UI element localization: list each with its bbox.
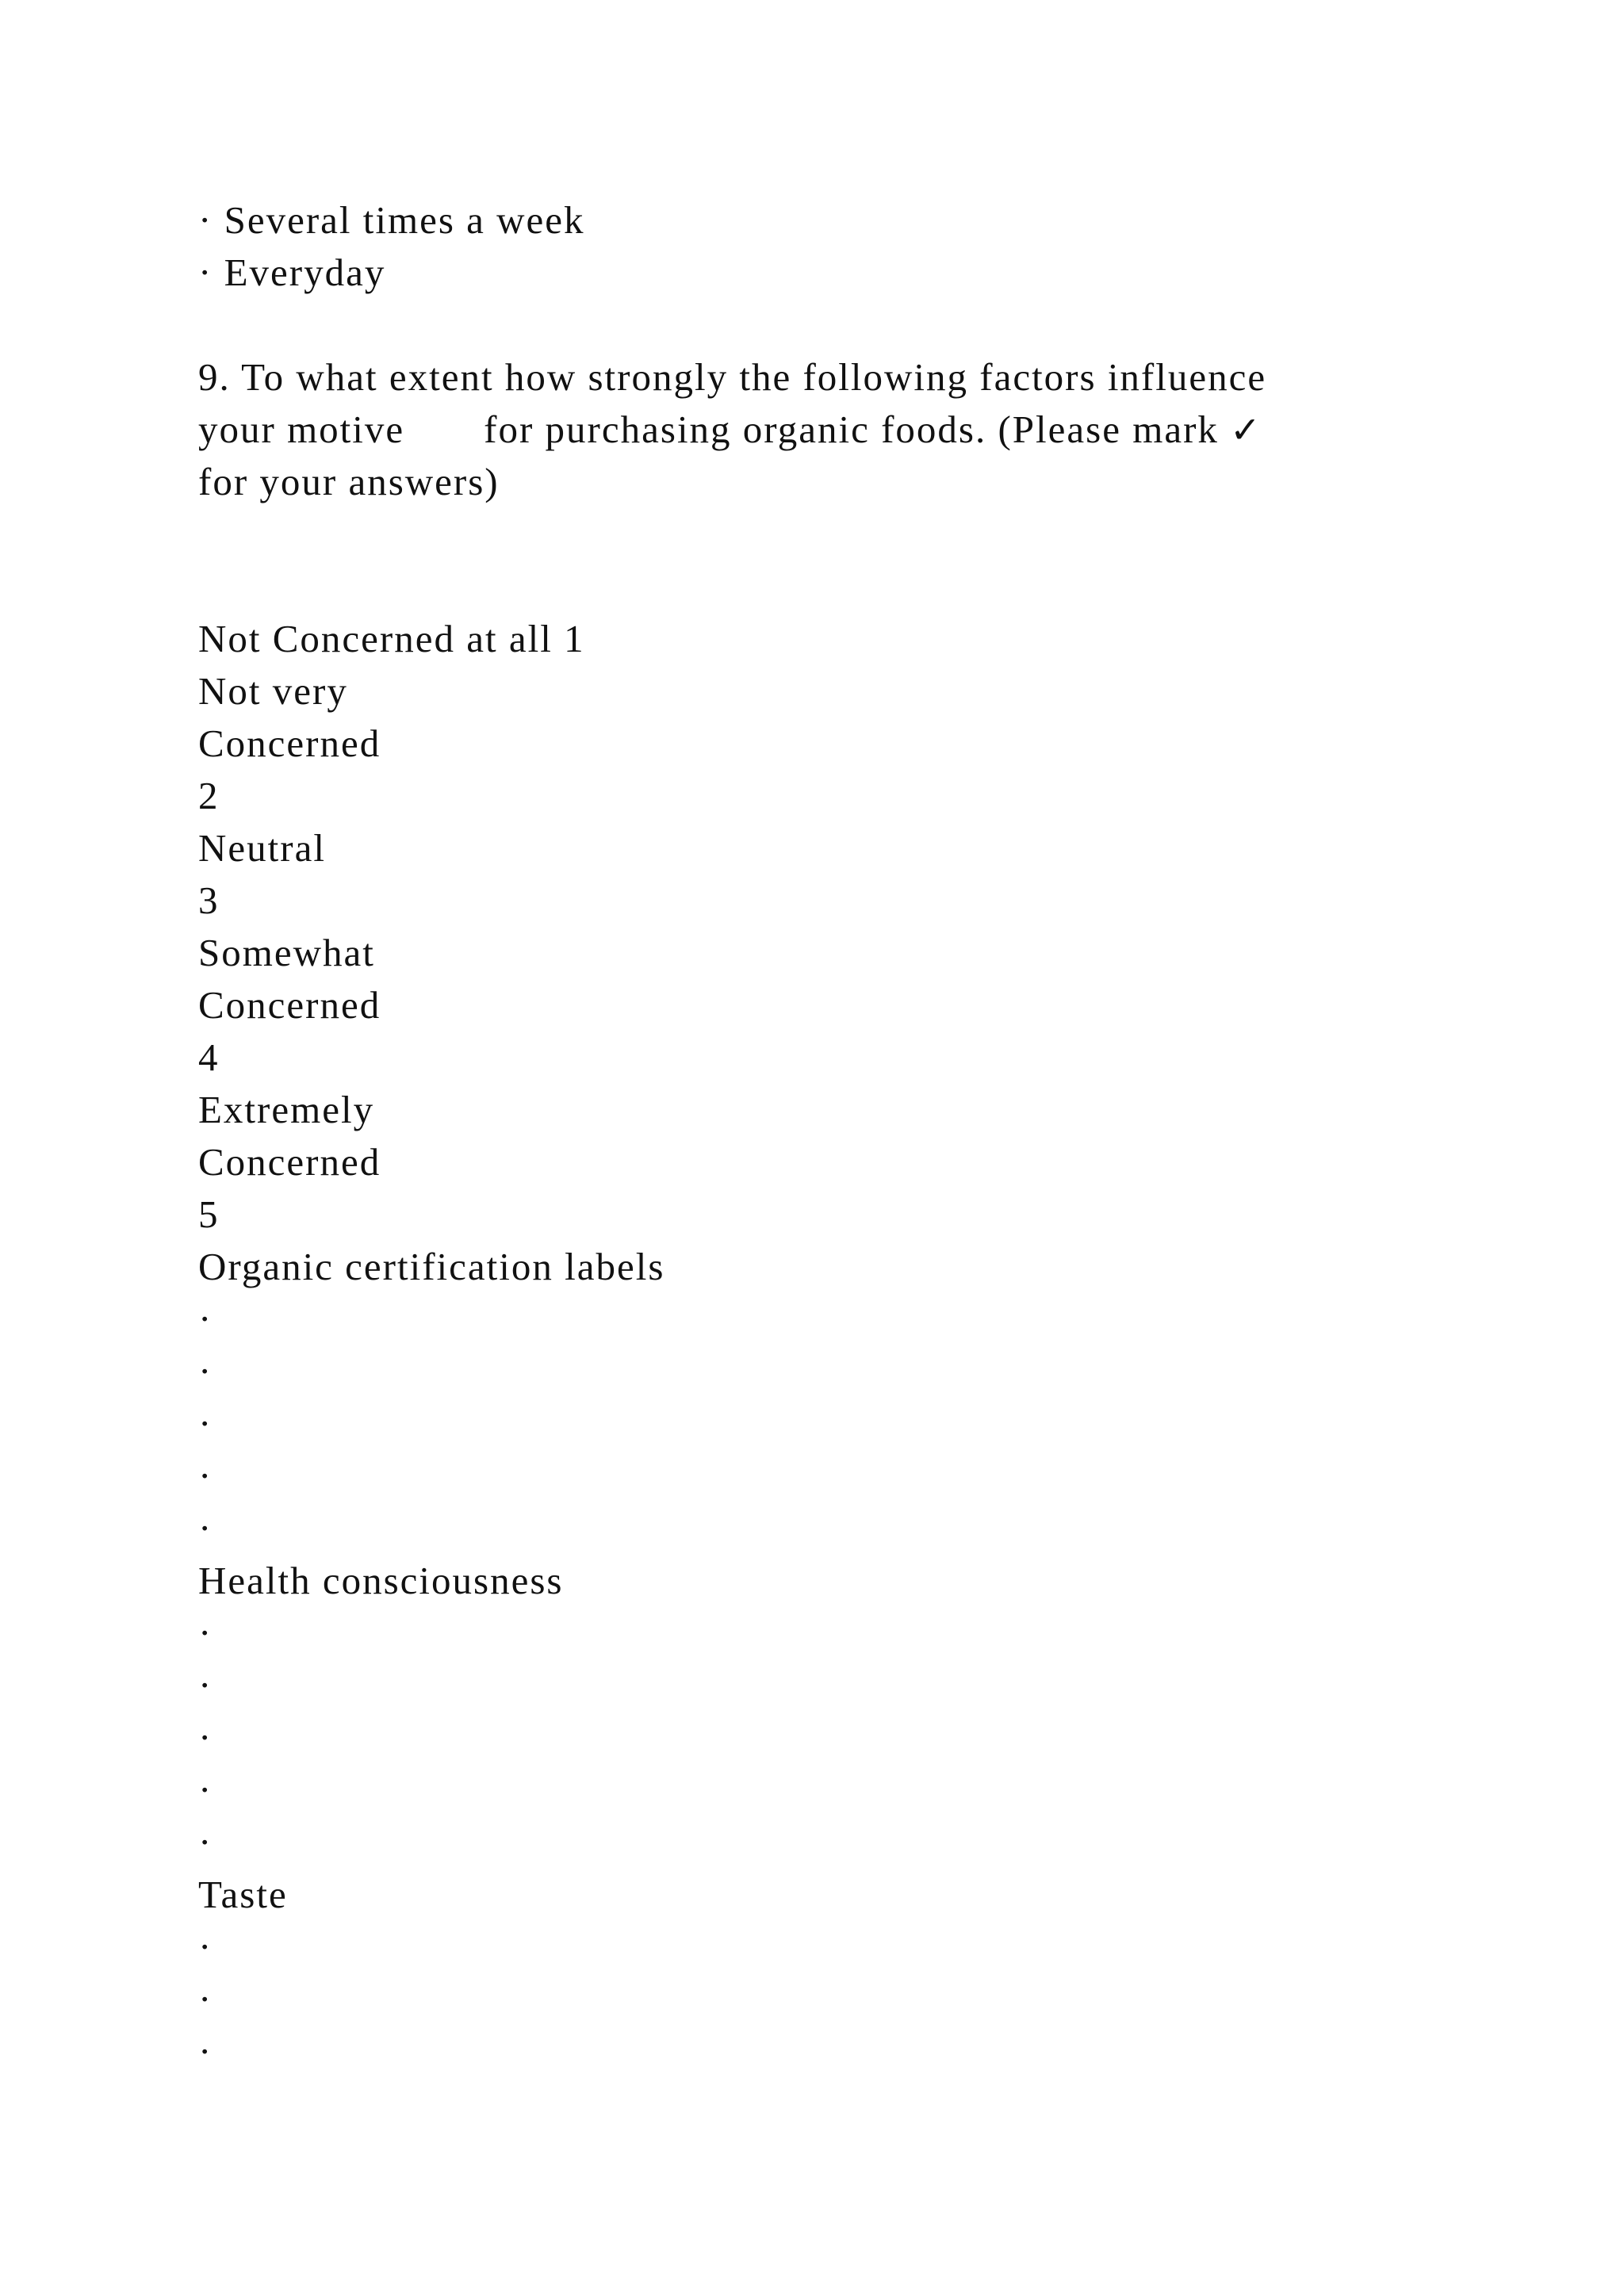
factor-name: Organic certification labels xyxy=(198,1245,665,1288)
factor-health-consciousness xyxy=(198,1555,1435,1869)
rating-mark[interactable]: · xyxy=(198,1402,213,1445)
scale-label: Not very xyxy=(198,669,348,713)
scale-label: Not Concerned at all 1 xyxy=(198,617,585,660)
scale-label: Somewhat xyxy=(198,931,375,974)
scale-label: Concerned xyxy=(198,1140,381,1184)
rating-scale-header xyxy=(198,613,1435,1241)
frequency-options xyxy=(198,194,1435,299)
rating-mark[interactable]: · xyxy=(198,1663,213,1707)
scale-value: 5 xyxy=(198,1192,220,1236)
factor-taste xyxy=(198,1869,1435,2078)
rating-mark[interactable]: · xyxy=(198,1611,213,1655)
question-text: for purchasing organic foods. (Please mark xyxy=(484,408,1219,451)
spacer xyxy=(198,299,1435,351)
spacer xyxy=(198,508,1435,613)
rating-mark[interactable]: · xyxy=(198,1716,213,1759)
scale-label: Neutral xyxy=(198,826,326,870)
rating-mark[interactable]: · xyxy=(198,1977,213,2021)
factor-name: Health consciousness xyxy=(198,1559,564,1602)
scale-value: 3 xyxy=(198,878,220,922)
rating-mark[interactable]: · xyxy=(198,1454,213,1498)
factor-name: Taste xyxy=(198,1873,288,1916)
question-line: 9. To what extent how strongly the following factors influence xyxy=(198,355,1267,399)
question-line: for your answers) xyxy=(198,460,500,503)
frequency-option: · Everyday xyxy=(198,251,386,294)
question-text: your motive xyxy=(198,408,405,451)
document-page xyxy=(198,194,1435,2078)
factor-organic-certification xyxy=(198,1241,1435,1555)
question-9 xyxy=(198,351,1435,508)
rating-mark[interactable]: · xyxy=(198,1768,213,1812)
scale-label: Concerned xyxy=(198,721,381,765)
rating-mark[interactable]: · xyxy=(198,1349,213,1393)
scale-label: Concerned xyxy=(198,983,381,1027)
rating-mark[interactable]: · xyxy=(198,1820,213,1864)
rating-mark[interactable]: · xyxy=(198,1925,213,1969)
rating-mark[interactable]: · xyxy=(198,1506,213,1550)
rating-mark[interactable]: · xyxy=(198,2030,213,2073)
scale-value: 2 xyxy=(198,774,220,817)
question-line xyxy=(198,404,1435,456)
scale-value: 4 xyxy=(198,1035,220,1079)
frequency-option: · Several times a week xyxy=(198,198,585,242)
check-mark-icon: ✓ xyxy=(1230,408,1262,451)
rating-mark[interactable]: · xyxy=(198,1297,213,1341)
scale-label: Extremely xyxy=(198,1088,375,1131)
